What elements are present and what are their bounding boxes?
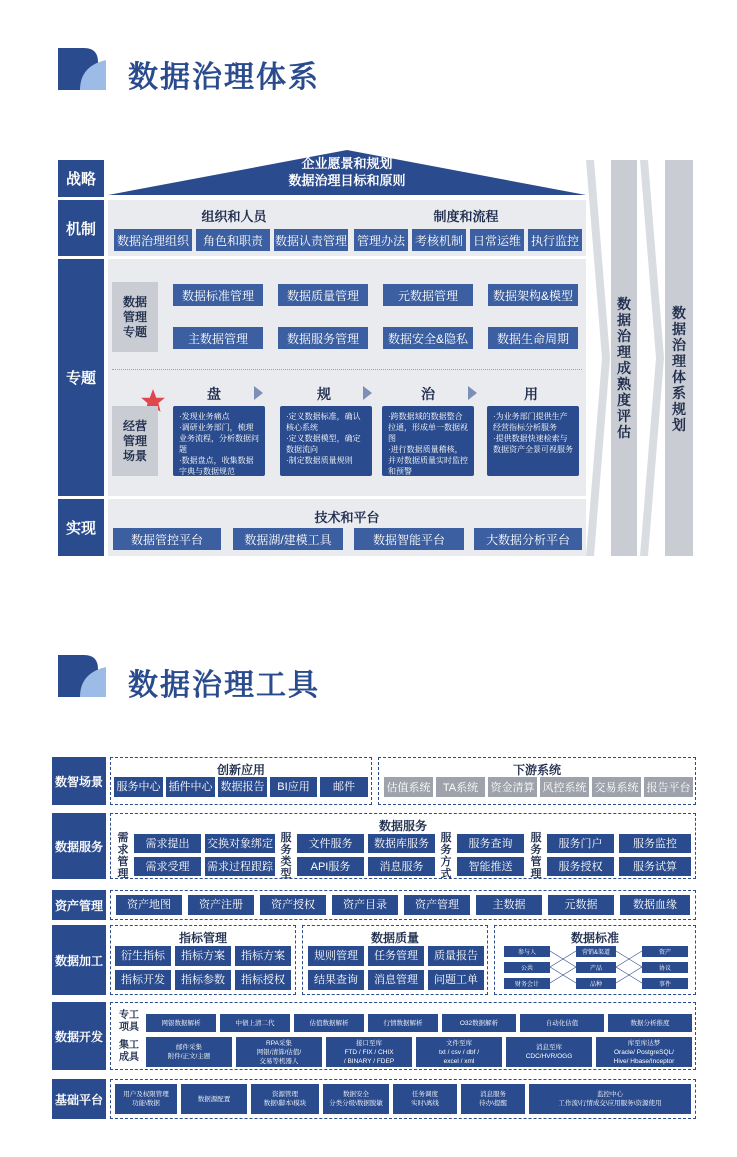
mechanism-box: 执行监控	[528, 229, 582, 251]
standard-node: 品种	[576, 978, 616, 989]
downstream-box: 估值系统	[384, 777, 433, 797]
asset-box: 资产地图	[116, 895, 182, 915]
topic-separator	[112, 369, 582, 370]
indicator-box: 指标开发	[115, 970, 171, 990]
process-heading: 制度和流程	[433, 209, 499, 224]
stage-title: 治	[421, 386, 435, 402]
special-tool-box: O32数据解析	[442, 1014, 516, 1032]
quality-box: 任务管理	[368, 946, 424, 966]
quality-box: 结果查询	[308, 970, 364, 990]
asset-box: 资产注册	[188, 895, 254, 915]
service-mgmt-box: 服务试算	[619, 857, 691, 876]
downstream-box: 交易系统	[592, 777, 641, 797]
integration-tool-box: 文件至库 txt / csv / dbf / excel / xml	[416, 1037, 502, 1067]
downstream-box: TA系统	[436, 777, 485, 797]
row-label: 数据服务	[52, 813, 106, 879]
stage-description: ·发现业务痛点 ·调研业务部门，梳理业务流程，分析数据问题 ·数据盘点，收集数据字典与数据规范	[173, 406, 265, 476]
service-type-box: 数据库服务	[368, 834, 435, 853]
quality-box: 规则管理	[308, 946, 364, 966]
standard-node: 营销&渠道	[576, 946, 616, 957]
service-type-box: 消息服务	[368, 857, 435, 876]
innovation-box: 服务中心	[114, 777, 163, 797]
indicator-heading: 指标管理	[178, 931, 227, 945]
standard-node: 协议	[642, 962, 688, 973]
stage-title: 规	[317, 386, 331, 402]
data-mgmt-box: 主数据管理	[173, 327, 263, 349]
service-mgmt-box: 服务监控	[619, 834, 691, 853]
data-mgmt-box: 数据架构&模型	[488, 284, 578, 306]
asset-box: 元数据	[548, 895, 614, 915]
service-mode-label: 服务方式	[440, 832, 452, 880]
indicator-box: 指标方案	[175, 946, 231, 966]
indicator-box: 衍生指标	[115, 946, 171, 966]
stage-description: ·为业务部门提供生产经营指标分析服务 ·提供数据快速检索与数据资产全景可视服务	[487, 406, 579, 476]
special-tool-box: 估值数据解析	[294, 1014, 364, 1032]
downstream-box: 风控系统	[540, 777, 589, 797]
quality-box: 消息管理	[368, 970, 424, 990]
row-label: 数据加工	[52, 925, 106, 995]
innovation-box: 插件中心	[166, 777, 215, 797]
base-platform-box: 任务调度 实时\离线	[393, 1084, 457, 1114]
quality-box: 问题工单	[428, 970, 484, 990]
row-label: 资产管理	[52, 890, 106, 920]
data-mgmt-box: 数据质量管理	[278, 284, 368, 306]
vision-text: 企业愿景和规划	[301, 156, 393, 171]
innovation-box: 数据报告	[218, 777, 267, 797]
tech-box: 数据管控平台	[113, 528, 221, 550]
downstream-heading: 下游系统	[512, 763, 561, 777]
mechanism-box: 数据认责管理	[274, 229, 348, 251]
demand-box: 需求受理	[134, 857, 201, 876]
special-tool-box: 数据分析推度	[608, 1014, 692, 1032]
integration-tools-label: 集工 成具	[119, 1040, 139, 1063]
quality-box: 质量报告	[428, 946, 484, 966]
data-service-heading: 数据服务	[378, 819, 427, 833]
demand-box: 需求提出	[134, 834, 201, 853]
service-mode-box: 服务查询	[457, 834, 524, 853]
chevron-right-icon	[640, 160, 664, 556]
service-mgmt-box: 服务门户	[547, 834, 614, 853]
row-label-strategy: 战略	[58, 160, 104, 197]
arrow-right-icon	[363, 386, 372, 400]
standard-node: 财务会计	[504, 978, 550, 989]
mechanism-box: 数据治理组织	[114, 229, 192, 251]
section-title-tools: 数据治理工具	[128, 668, 320, 703]
stage-title: 用	[524, 386, 538, 402]
section-title-governance-system: 数据治理体系	[128, 60, 320, 95]
base-platform-box: 用户及权限管理 功能\数据	[115, 1084, 177, 1114]
mechanism-box: 日常运维	[470, 229, 524, 251]
demand-box: 交换对象绑定	[205, 834, 275, 853]
special-tool-box: 自动化估值	[520, 1014, 604, 1032]
section-logo-icon	[58, 48, 106, 90]
indicator-box: 指标参数	[175, 970, 231, 990]
asset-box: 资产目录	[332, 895, 398, 915]
base-platform-box: 资源管理 数据\脚本\模块	[251, 1084, 319, 1114]
service-type-label: 服务类型	[280, 832, 292, 880]
row-label-implement: 实现	[58, 499, 104, 556]
downstream-box: 资金清算	[488, 777, 537, 797]
maturity-assessment-text: 数据治理成熟度评估	[617, 296, 631, 440]
special-tool-box: 网银数据解析	[146, 1014, 216, 1032]
special-tools-label: 专工 项具	[119, 1010, 139, 1033]
stage-description: ·跨数据域的数据整合拉通，形成单一数据视图 ·进行数据质量稽核，并对数据质量实时监控和预警	[382, 406, 474, 476]
asset-box: 数据血缘	[620, 895, 690, 915]
special-tool-box: 行情数据解析	[368, 1014, 438, 1032]
mechanism-box: 角色和职责	[196, 229, 270, 251]
asset-box: 资产授权	[260, 895, 326, 915]
innovation-box: 邮件	[320, 777, 368, 797]
innovation-box: BI应用	[270, 777, 317, 797]
integration-tool-box: 接口至库 FTD / FIX / CHIX / BINARY / FDEP	[326, 1037, 412, 1067]
ops-scene-label: 经营 管理 场景	[112, 406, 158, 476]
service-mode-box: 智能推送	[457, 857, 524, 876]
data-mgmt-label: 数据 管理 专题	[112, 282, 158, 352]
stage-description: ·定义数据标准，确认核心系统 ·定义数据模型，确定数据流向 ·制定数据质量规则	[280, 406, 372, 476]
demand-mgmt-label: 需求管理	[117, 832, 129, 880]
indicator-box: 指标授权	[235, 970, 291, 990]
downstream-box: 报告平台	[644, 777, 693, 797]
chevron-right-icon	[586, 160, 610, 556]
data-mgmt-box: 数据服务管理	[278, 327, 368, 349]
service-mgmt-label: 服务管理	[530, 832, 542, 880]
standard-node: 资产	[642, 946, 688, 957]
arrow-right-icon	[254, 386, 263, 400]
tech-box: 大数据分析平台	[474, 528, 582, 550]
quality-heading: 数据质量	[370, 931, 419, 945]
standard-heading: 数据标准	[570, 931, 619, 945]
row-label-topic: 专题	[58, 259, 104, 496]
asset-box: 主数据	[476, 895, 542, 915]
asset-box: 资产管理	[404, 895, 470, 915]
row-label-mechanism: 机制	[58, 200, 104, 256]
tech-box: 数据智能平台	[354, 528, 464, 550]
base-platform-box: 数据源配置	[181, 1084, 247, 1114]
integration-tool-box: 库至库达梦 Oracle/ PostgreSQL/ Hive/ Hbase/Inceptor	[596, 1037, 692, 1067]
integration-tool-box: RPA采集 网银/清算/估值/ 交易等机器人	[236, 1037, 322, 1067]
standard-node: 产品	[576, 962, 616, 973]
org-heading: 组织和人员	[201, 209, 267, 224]
integration-tool-box: 消息至库 CDC/HVR/OGG	[506, 1037, 592, 1067]
indicator-box: 指标方案	[235, 946, 291, 966]
standard-node: 参与人	[504, 946, 550, 957]
mechanism-box: 考核机制	[412, 229, 466, 251]
goals-text: 数据治理目标和原则	[288, 173, 406, 188]
tech-heading: 技术和平台	[314, 510, 380, 525]
data-mgmt-box: 数据生命周期	[488, 327, 578, 349]
innovation-heading: 创新应用	[216, 763, 265, 777]
section-logo-icon	[58, 655, 106, 697]
base-platform-box: 监控中心 工作流\行情成交\应用服务\资源使用	[529, 1084, 691, 1114]
special-tool-box: 中债上清二代	[220, 1014, 290, 1032]
system-planning-text: 数据治理体系规划	[672, 305, 686, 433]
integration-tool-box: 邮件采集 附件/正文/主题	[146, 1037, 232, 1067]
standard-node: 公共	[504, 962, 550, 973]
service-type-box: 文件服务	[297, 834, 364, 853]
arrow-right-icon	[468, 386, 477, 400]
data-mgmt-box: 数据安全&隐私	[383, 327, 473, 349]
mechanism-box: 管理办法	[354, 229, 408, 251]
base-platform-box: 数据安全 分类分级\数据脱敏	[323, 1084, 389, 1114]
data-mgmt-box: 元数据管理	[383, 284, 473, 306]
row-label: 基础平台	[52, 1079, 106, 1119]
service-type-box: API服务	[297, 857, 364, 876]
base-platform-box: 消息服务 待办\提醒	[461, 1084, 525, 1114]
demand-box: 需求过程跟踪	[205, 857, 275, 876]
service-mgmt-box: 服务授权	[547, 857, 614, 876]
standard-node: 事件	[642, 978, 688, 989]
strategy-roof-text	[230, 155, 464, 189]
data-mgmt-box: 数据标准管理	[173, 284, 263, 306]
row-label: 数智场景	[52, 757, 106, 805]
row-label: 数据开发	[52, 1002, 106, 1070]
stage-title: 盘	[207, 386, 221, 402]
tech-box: 数据湖/建模工具	[233, 528, 343, 550]
